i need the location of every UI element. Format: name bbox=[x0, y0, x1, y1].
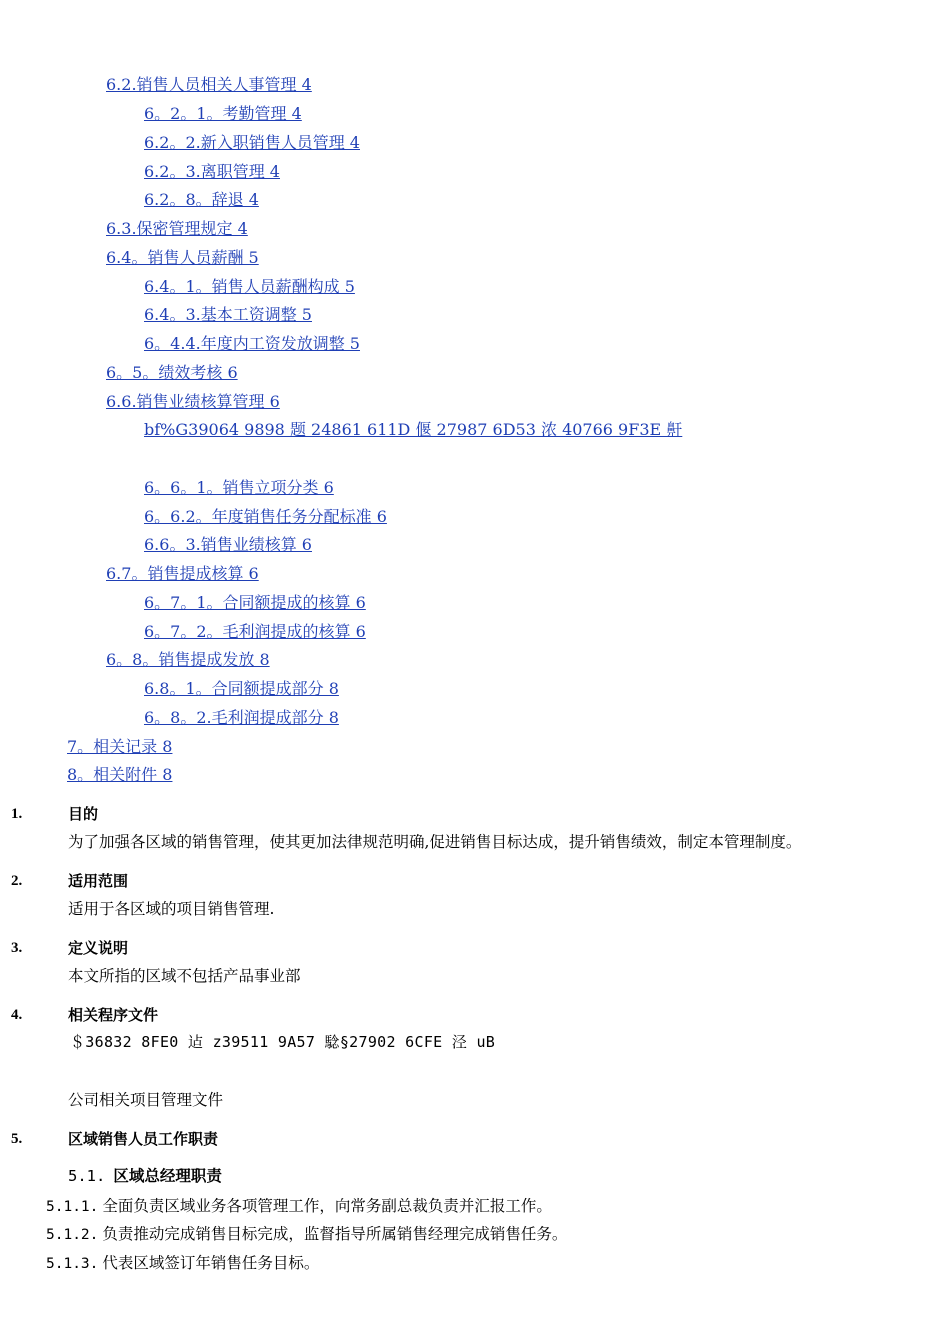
section-number: 1. bbox=[11, 806, 23, 822]
section-number: 4. bbox=[11, 1007, 23, 1023]
toc-link[interactable]: 6.6。3.销售业绩核算 6 bbox=[144, 535, 312, 554]
list-item bbox=[46, 1224, 567, 1245]
section-title: 区域销售人员工作职责 bbox=[68, 1130, 219, 1148]
toc-link[interactable]: 6。7。2。毛利润提成的核算 6 bbox=[144, 622, 366, 641]
toc-link[interactable]: 6.4。1。销售人员薪酬构成 5 bbox=[144, 277, 355, 296]
toc-link[interactable]: 6.2。8。辞退 4 bbox=[144, 190, 259, 209]
subsection-heading bbox=[68, 1166, 222, 1186]
section-title: 适用范围 bbox=[68, 872, 129, 890]
toc-link[interactable]: 6。4.4.年度内工资发放调整 5 bbox=[144, 334, 360, 353]
toc-link[interactable]: 7。相关记录 8 bbox=[67, 737, 173, 756]
toc-link[interactable]: 6.4。3.基本工资调整 5 bbox=[144, 305, 312, 324]
toc-link[interactable]: 6.7。销售提成核算 6 bbox=[106, 564, 259, 583]
subsection-number: 5.1. bbox=[68, 1167, 106, 1185]
item-text: 负责推动完成销售目标完成，监督指导所属销售经理完成销售任务。 bbox=[102, 1225, 568, 1243]
toc-link[interactable]: 6。7。1。合同额提成的核算 6 bbox=[144, 593, 366, 612]
toc-link[interactable]: 6。2。1。考勤管理 4 bbox=[144, 104, 302, 123]
toc-link[interactable]: 6。6.2。年度销售任务分配标准 6 bbox=[144, 507, 387, 526]
section-title: 相关程序文件 bbox=[68, 1006, 159, 1024]
list-item bbox=[46, 1253, 319, 1274]
section-number: 5. bbox=[11, 1131, 23, 1147]
item-number: 5.1.1. bbox=[46, 1199, 99, 1215]
section-body: 公司相关项目管理文件 bbox=[68, 1091, 224, 1109]
section-title: 定义说明 bbox=[68, 939, 129, 957]
subsection-title: 区域总经理职责 bbox=[113, 1166, 222, 1185]
section-number: 2. bbox=[11, 873, 23, 889]
section-body: 本文所指的区域不包括产品事业部 bbox=[68, 967, 301, 985]
section-body: 为了加强各区域的销售管理，使其更加法律规范明确,促进销售目标达成，提升销售绩效，制定本管理制度。 bbox=[68, 833, 802, 851]
item-text: 全面负责区域业务各项管理工作，向常务副总裁负责并汇报工作。 bbox=[102, 1197, 552, 1215]
toc-link[interactable]: 6。8。销售提成发放 8 bbox=[106, 650, 270, 669]
toc-link[interactable]: 6.2。2.新入职销售人员管理 4 bbox=[144, 133, 360, 152]
toc-garbled-link[interactable]: bf%G39064 9898 题 24861 611D 偃 27987 6D53 浓 40766 9F3E 鼾 bbox=[144, 420, 683, 439]
toc-link[interactable]: 6.8。1。合同额提成部分 8 bbox=[144, 679, 339, 698]
toc-link[interactable]: 6.4。销售人员薪酬 5 bbox=[106, 248, 259, 267]
list-item bbox=[46, 1196, 552, 1217]
toc-link[interactable]: 6。5。绩效考核 6 bbox=[106, 363, 238, 382]
section-number: 3. bbox=[11, 940, 23, 956]
toc-link[interactable]: 6。6。1。销售立项分类 6 bbox=[144, 478, 334, 497]
section-body-garbled: ＄36832 8FE0 迠 z39511 9A57 騐§27902 6CFE 泾 uB bbox=[70, 1033, 496, 1051]
item-number: 5.1.3. bbox=[46, 1256, 99, 1272]
item-text: 代表区域签订年销售任务目标。 bbox=[102, 1254, 320, 1272]
section-body: 适用于各区域的项目销售管理. bbox=[68, 900, 275, 918]
toc-link[interactable]: 6.6.销售业绩核算管理 6 bbox=[106, 392, 280, 411]
toc-link[interactable]: 6.2.销售人员相关人事管理 4 bbox=[106, 75, 312, 94]
section-title: 目的 bbox=[68, 805, 99, 823]
toc-link[interactable]: 8。相关附件 8 bbox=[67, 765, 173, 784]
toc-link[interactable]: 6.2。3.离职管理 4 bbox=[144, 162, 280, 181]
toc-link[interactable]: 6。8。2.毛利润提成部分 8 bbox=[144, 708, 339, 727]
toc-link[interactable]: 6.3.保密管理规定 4 bbox=[106, 219, 248, 238]
item-number: 5.1.2. bbox=[46, 1227, 99, 1243]
